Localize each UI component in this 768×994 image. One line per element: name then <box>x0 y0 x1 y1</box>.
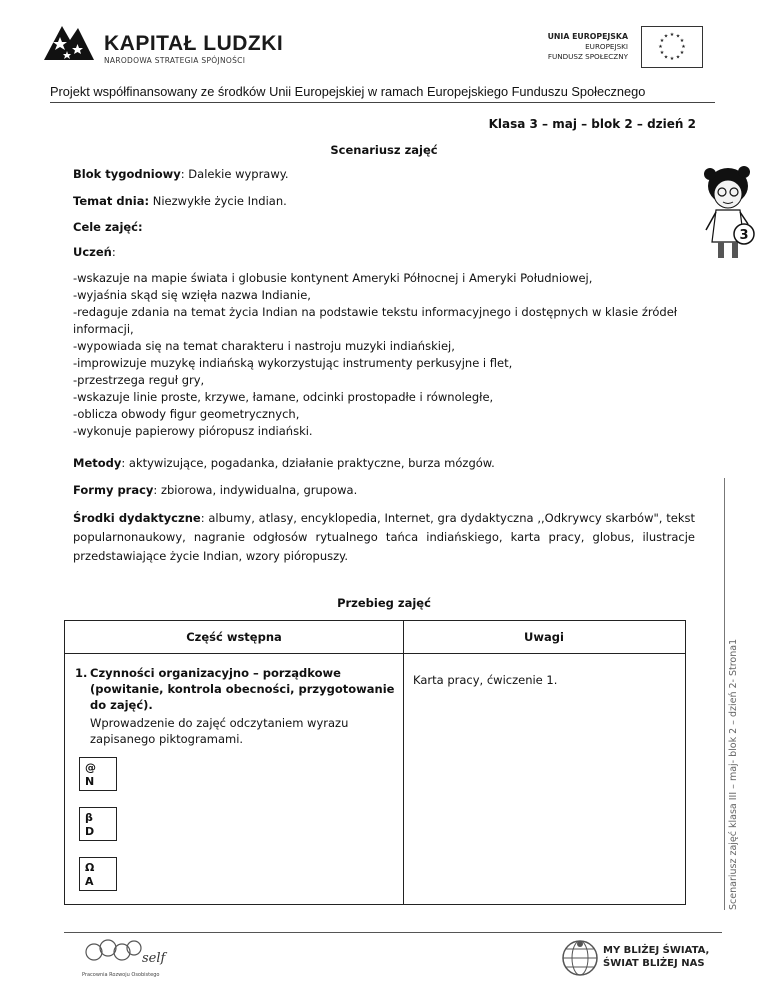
goal-item: -oblicza obwody figur geometrycznych, <box>73 407 300 421</box>
blok-label: Blok tygodniowy <box>73 167 181 181</box>
przebieg-heading: Przebieg zajęć <box>337 596 431 610</box>
footer-divider <box>64 932 722 933</box>
pictogram-letter: D <box>85 825 95 838</box>
page-title: Scenariusz zajęć <box>330 143 438 157</box>
table-column-divider <box>403 621 404 904</box>
eu-label <box>548 32 628 62</box>
pictogram-letter: N <box>85 775 95 788</box>
metody-line <box>73 455 495 472</box>
side-divider <box>724 478 725 910</box>
pictogram-box <box>79 807 117 841</box>
mascot-badge: 3 <box>739 228 749 243</box>
header-divider <box>50 102 715 103</box>
self-logo-icon <box>80 936 170 980</box>
self-logo-word: self <box>142 951 166 966</box>
svg-text:★: ★ <box>675 33 681 40</box>
svg-text:★: ★ <box>663 33 669 40</box>
cele-label: Cele zajęć: <box>73 220 143 234</box>
uczen-colon: : <box>111 245 116 259</box>
kapital-ludzki-logo-icon <box>40 20 98 68</box>
metody-value: : aktywizujące, pogadanka, działanie praktyczne, burza mózgów. <box>121 456 495 470</box>
side-page-label: Scenariusz zajęć klasa III – maj- blok 2 – dzień 2- Strona1 <box>728 638 739 910</box>
svg-text:★: ★ <box>659 38 665 44</box>
goals-list <box>73 270 695 440</box>
svg-text:★: ★ <box>679 38 685 44</box>
goal-item: -wypowiada się na temat charakteru i nastroju muzyki indiańskiej, <box>73 339 455 353</box>
formy-value: : zbiorowa, indywidualna, grupowa. <box>153 483 358 497</box>
temat-value: Niezwykłe życie Indian. <box>149 194 287 208</box>
temat-line <box>73 193 287 210</box>
item-number: 1. <box>75 666 88 680</box>
srodki-value: : albumy, atlasy, encyklopedia, Internet, gra dydaktyczna ,,Odkrywcy skarbów", tekst popularnonaukowy, nagranie odgłosów rytualnego tańca indiańskiego, karta pracy, globus, ilustracje przedstawiające życie Indian, wzory pióropuszy. <box>73 511 695 563</box>
table-note: Karta pracy, ćwiczenie 1. <box>413 673 558 687</box>
intro-text: Wprowadzenie do zajęć odczytaniem wyrazu zapisanego piktogramami. <box>90 716 349 746</box>
metody-label: Metody <box>73 456 122 470</box>
pictogram-letter: A <box>85 875 94 888</box>
svg-text:★: ★ <box>675 54 681 61</box>
srodki-label: Środki dydaktyczne <box>73 511 201 525</box>
goal-item: -redaguje zdania na temat życia Indian na podstawie tekstu informacyjnego i dostępnych w klasie źródeł informacji, <box>73 305 678 336</box>
goal-item: -improwizuje muzykę indiańską wykorzystując instrumenty perkusyjne i flet, <box>73 356 513 370</box>
pictogram-symbol: @ <box>85 761 96 774</box>
srodki-line <box>73 509 695 566</box>
logo-subtitle: NARODOWA STRATEGIA SPÓJNOŚCI <box>104 56 246 65</box>
svg-text:★: ★ <box>669 56 675 62</box>
item-text: Czynności organizacyjno – porządkowe (powitanie, kontrola obecności, przygotowanie do zajęć). <box>90 666 395 712</box>
logo-title: KAPITAŁ LUDZKI <box>104 32 284 55</box>
svg-text:★: ★ <box>658 44 663 50</box>
goal-item: -przestrzega reguł gry, <box>73 373 205 387</box>
cele-line <box>73 219 143 236</box>
eu-line1: UNIA EUROPEJSKA <box>547 32 628 41</box>
project-funding-line: Projekt współfinansowany ze środków Unii Europejskiej w ramach Europejskiego Funduszu Społecznego <box>50 84 646 99</box>
footer-slogan <box>603 944 709 970</box>
goal-item: -wyjaśnia skąd się wzięła nazwa Indianie, <box>73 288 311 302</box>
goal-item: -wskazuje linie proste, krzywe, łamane, odcinki prostopadłe i równoległe, <box>73 390 494 404</box>
blok-value: : Dalekie wyprawy. <box>180 167 289 181</box>
lesson-table <box>64 620 686 905</box>
table-header-part: Część wstępna <box>186 630 282 644</box>
pictogram-box <box>79 857 117 891</box>
table-header-notes: Uwagi <box>524 630 564 644</box>
self-logo-caption: Pracownia Rozwoju Osobistego <box>82 972 160 978</box>
svg-text:★: ★ <box>663 54 669 61</box>
formy-label: Formy pracy <box>73 483 154 497</box>
pictogram-box <box>79 757 117 791</box>
uczen-line <box>73 244 116 261</box>
svg-text:★: ★ <box>659 50 665 56</box>
goal-item: -wskazuje na mapie świata i globusie kontynent Ameryki Północnej i Ameryki Południowej, <box>73 271 593 285</box>
table-header-divider <box>65 653 685 654</box>
globe-logo-icon <box>560 938 600 978</box>
eu-line3: FUNDUSZ SPOŁECZNY <box>547 52 628 61</box>
mascot-girl-icon <box>700 164 760 264</box>
eu-flag-icon <box>641 26 703 68</box>
eu-line2: EUROPEJSKI <box>585 42 628 51</box>
temat-label: Temat dnia: <box>73 194 150 208</box>
blok-line <box>73 166 289 183</box>
svg-text:★: ★ <box>679 50 685 56</box>
pictogram-symbol: Ω <box>85 861 95 874</box>
slogan-line2: ŚWIAT BLIŻEJ NAS <box>603 958 705 969</box>
slogan-line1: MY BLIŻEJ ŚWIATA, <box>603 945 710 956</box>
svg-text:★: ★ <box>669 32 675 38</box>
pictogram-symbol: β <box>85 811 93 824</box>
class-info: Klasa 3 – maj – blok 2 – dzień 2 <box>488 117 696 131</box>
table-item-1 <box>75 665 395 713</box>
goal-item: -wykonuje papierowy pióropusz indiański. <box>73 424 313 438</box>
svg-text:★: ★ <box>681 44 686 50</box>
uczen-label: Uczeń <box>73 245 112 259</box>
formy-line <box>73 482 357 499</box>
